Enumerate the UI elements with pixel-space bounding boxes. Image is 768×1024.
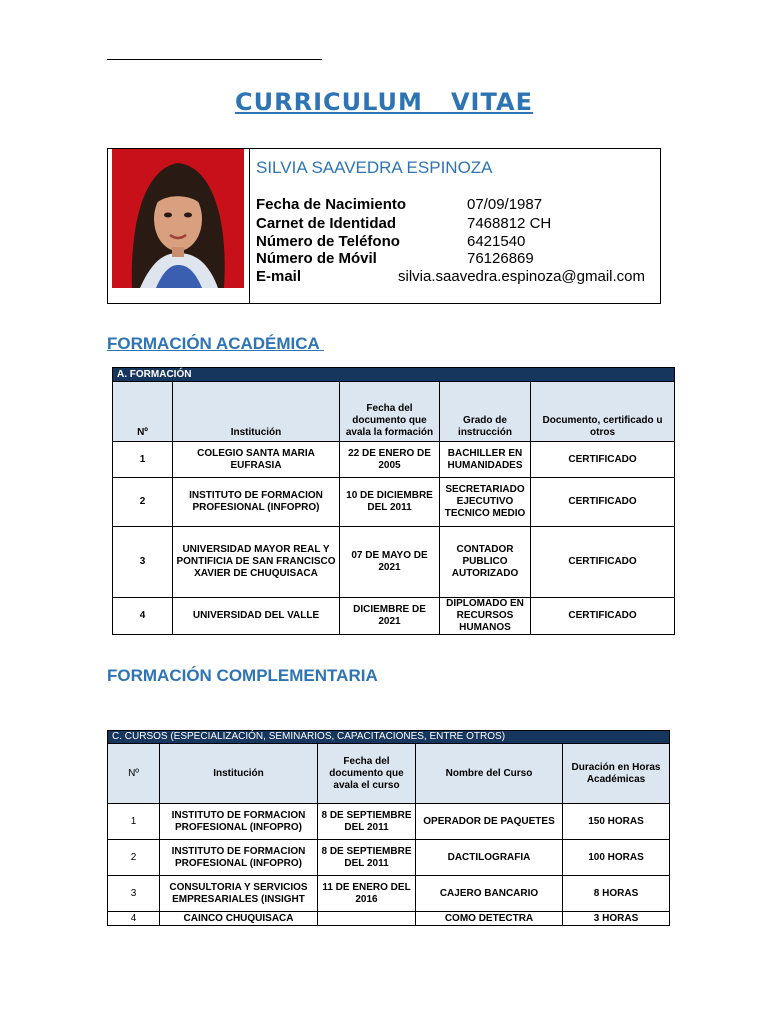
- cell: SECRETARIADO EJECUTIVO TECNICO MEDIO: [440, 478, 531, 527]
- cell: UNIVERSIDAD DEL VALLE: [173, 598, 340, 635]
- cell: 8 DE SEPTIEMBRE DEL 2011: [318, 840, 416, 876]
- col-document: Documento, certificado u otros: [531, 382, 675, 442]
- cell: 100 HORAS: [563, 840, 670, 876]
- phone-value: 6421540: [467, 233, 526, 250]
- cell: CERTIFICADO: [531, 442, 675, 478]
- complementary-section-label: C. CURSOS (ESPECIALIZACIÓN, SEMINARIOS, CAPACITACIONES, ENTRE OTROS): [108, 731, 670, 744]
- cell: 10 DE DICIEMBRE DEL 2011: [340, 478, 440, 527]
- complementary-table: [107, 730, 670, 926]
- cell: DICIEMBRE DE 2021: [340, 598, 440, 635]
- col-institution: Institución: [160, 744, 318, 804]
- cell: CERTIFICADO: [531, 527, 675, 598]
- mobile-value: 76126869: [467, 250, 534, 267]
- cell: CONTADOR PUBLICO AUTORIZADO: [440, 527, 531, 598]
- cell: 1: [108, 804, 160, 840]
- page-title: CURRICULUM VITAE: [235, 88, 533, 116]
- id-card-label: Carnet de Identidad: [256, 215, 397, 232]
- profile-photo: [112, 149, 244, 288]
- cell: 3 HORAS: [563, 912, 670, 926]
- cell: 150 HORAS: [563, 804, 670, 840]
- table-row: [113, 478, 675, 527]
- cell: INSTITUTO DE FORMACION PROFESIONAL (INFOPRO): [160, 804, 318, 840]
- cell: 1: [113, 442, 173, 478]
- col-institution: Institución: [173, 382, 340, 442]
- cell: 3: [113, 527, 173, 598]
- profile-box: [107, 148, 661, 304]
- academic-table: [112, 367, 675, 635]
- cell: COMO DETECTRA: [416, 912, 563, 926]
- cell: CERTIFICADO: [531, 598, 675, 635]
- col-num: Nº: [113, 382, 173, 442]
- table-row: [113, 598, 675, 635]
- cell: 11 DE ENERO DEL 2016: [318, 876, 416, 912]
- col-course: Nombre del Curso: [416, 744, 563, 804]
- col-duration: Duración en Horas Académicas: [563, 744, 670, 804]
- birthdate-label: Fecha de Nacimiento: [256, 196, 407, 213]
- cell: 4: [108, 912, 160, 926]
- birthdate-value: 07/09/1987: [467, 196, 543, 213]
- academic-heading: FORMACIÓN ACADÉMICA: [107, 334, 324, 353]
- candidate-name: SILVIA SAAVEDRA ESPINOZA: [256, 158, 493, 177]
- cell: 4: [113, 598, 173, 635]
- table-row: [108, 876, 670, 912]
- col-num: Nº: [108, 744, 160, 804]
- table-row: [108, 840, 670, 876]
- cell: UNIVERSIDAD MAYOR REAL Y PONTIFICIA DE SAN FRANCISCO XAVIER DE CHUQUISACA: [173, 527, 340, 598]
- cell: 2: [113, 478, 173, 527]
- table-row: [113, 527, 675, 598]
- mobile-label: Número de Móvil: [256, 250, 377, 267]
- cell: 3: [108, 876, 160, 912]
- phone-label: Número de Teléfono: [256, 233, 400, 250]
- cell: CAINCO CHUQUISACA: [160, 912, 318, 926]
- cell: CAJERO BANCARIO: [416, 876, 563, 912]
- email-value: silvia.saavedra.espinoza@gmail.com: [398, 268, 646, 285]
- cell: 2: [108, 840, 160, 876]
- cell: CONSULTORIA Y SERVICIOS EMPRESARIALES (INSIGHT: [160, 876, 318, 912]
- table-row: [108, 804, 670, 840]
- cell: DACTILOGRAFIA: [416, 840, 563, 876]
- cell: OPERADOR DE PAQUETES: [416, 804, 563, 840]
- photo-cell: [108, 149, 250, 303]
- cell: INSTITUTO DE FORMACION PROFESIONAL (INFOPRO): [173, 478, 340, 527]
- cell: 8 DE SEPTIEMBRE DEL 2011: [318, 804, 416, 840]
- cell: [318, 912, 416, 926]
- table-row: [113, 442, 675, 478]
- cell: COLEGIO SANTA MARIA EUFRASIA: [173, 442, 340, 478]
- id-card-value: 7468812 CH: [467, 215, 552, 232]
- cell: INSTITUTO DE FORMACION PROFESIONAL (INFOPRO): [160, 840, 318, 876]
- cell: 07 DE MAYO DE 2021: [340, 527, 440, 598]
- cell: 22 DE ENERO DE 2005: [340, 442, 440, 478]
- email-label: E-mail: [256, 268, 302, 285]
- cell: 8 HORAS: [563, 876, 670, 912]
- table-row: [108, 912, 670, 926]
- top-rule: [107, 59, 322, 60]
- complementary-heading: FORMACIÓN COMPLEMENTARIA: [107, 666, 378, 685]
- col-date: Fecha del documento que avala la formación: [340, 382, 440, 442]
- cell: CERTIFICADO: [531, 478, 675, 527]
- academic-section-label: A. FORMACIÓN: [113, 368, 675, 382]
- cell: BACHILLER EN HUMANIDADES: [440, 442, 531, 478]
- col-degree: Grado de instrucción: [440, 382, 531, 442]
- cell: DIPLOMADO EN RECURSOS HUMANOS: [440, 598, 531, 635]
- col-date: Fecha del documento que avala el curso: [318, 744, 416, 804]
